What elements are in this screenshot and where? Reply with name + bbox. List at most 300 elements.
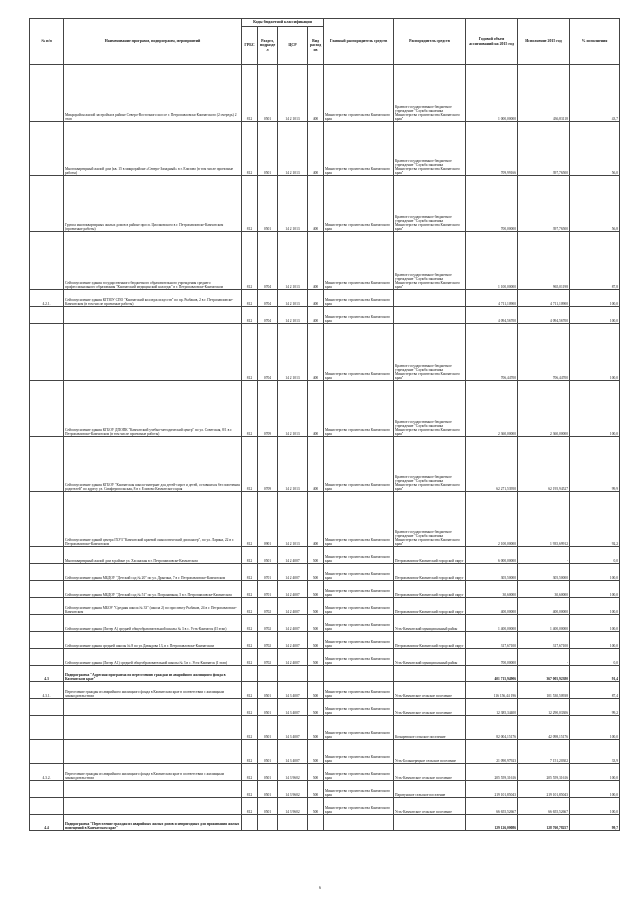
row-execution: 305,50000 (518, 564, 570, 581)
row-section: 0704 (258, 307, 278, 324)
row-csr: 14 2 4007 (278, 564, 308, 581)
row-manager: Усть-Камчатский муниципальный район (394, 649, 466, 666)
row-percent: 100,0 (570, 598, 620, 615)
table-row (30, 682, 620, 699)
row-grbs: 812 (242, 598, 258, 615)
row-expense-type: 500 (308, 547, 324, 564)
row-number (30, 176, 64, 232)
row-plan: 1 100,00000 (466, 232, 518, 290)
row-csr: 14 2 4007 (278, 547, 308, 564)
row-section: 0501 (258, 798, 278, 815)
header-num: № п/п (30, 19, 64, 65)
row-manager: Петропавловск-Камчатский городской округ (394, 564, 466, 581)
row-csr: 14 2 1013 (278, 307, 308, 324)
row-name: Переселение граждан из аварийного жилищного фонда в Камчатском крае в соответствии с жилищным законодательством (64, 764, 242, 781)
row-plan: 2 100,00000 (466, 492, 518, 547)
row-csr: 14 3 9602 (278, 764, 308, 781)
table-row (30, 564, 620, 581)
row-execution: - (518, 547, 570, 564)
row-csr: 14 2 4007 (278, 615, 308, 632)
row-section: 0701 (258, 564, 278, 581)
row-number (30, 740, 64, 764)
row-name: Сейсмоусиление здания МБДОУ "Детский сад № 20" по ул. Дрыгина, 7 в г. Петропавловске-Камчатском (64, 564, 242, 581)
row-number (30, 437, 64, 492)
row-name: Группа многоквартирных жилых домов в районе просп. Циолковского в г. Петропавловске-Камчатском (проектные работы) (64, 176, 242, 232)
row-name: Микрорайон жилой застройки в районе Северо-Восточного шоссе г. Петропавловска-Камчатского (2 очередь) 2 этап (64, 65, 242, 122)
row-csr (278, 666, 308, 682)
row-execution: 397,76500 (518, 122, 570, 176)
row-execution: 1 400,00000 (518, 615, 570, 632)
table-row (30, 176, 620, 232)
row-execution: 4 711,10900 (518, 290, 570, 307)
row-percent: 100,0 (570, 290, 620, 307)
row-name (64, 781, 242, 798)
row-csr: 14 3 4007 (278, 716, 308, 740)
row-expense-type: 500 (308, 764, 324, 781)
row-main-manager: Министерство строительства Камчатского края (324, 764, 394, 781)
row-percent: 56,8 (570, 176, 620, 232)
row-plan: 4 711,10900 (466, 290, 518, 307)
row-manager: Краевое государственное бюджетное учреждение "Служба заказчика Министерства строительства Камчатского края" (394, 381, 466, 437)
row-grbs: 812 (242, 615, 258, 632)
row-plan: 709,99166 (466, 122, 518, 176)
row-csr: 14 2 4007 (278, 581, 308, 598)
row-execution: 4 094,56700 (518, 307, 570, 324)
row-grbs: 812 (242, 290, 258, 307)
row-expense-type: 500 (308, 781, 324, 798)
row-csr: 14 2 4007 (278, 632, 308, 649)
row-execution: 205 559,31616 (518, 764, 570, 781)
header-name: Наименование программ, подпрограмм, мероприятий (64, 19, 242, 65)
row-execution: 7 151,20302 (518, 740, 570, 764)
header-manager: Распорядитель средств (394, 19, 466, 65)
row-section: 0702 (258, 632, 278, 649)
row-expense-type: 500 (308, 699, 324, 716)
row-main-manager (324, 815, 394, 831)
row-expense-type: 400 (308, 122, 324, 176)
header-csr: ЦСР (278, 27, 308, 65)
row-manager: Козыревское сельское поселение (394, 716, 466, 740)
row-expense-type: 400 (308, 232, 324, 290)
row-main-manager: Министерство строительства Камчатского края (324, 632, 394, 649)
row-grbs: 812 (242, 122, 258, 176)
row-plan: 305,50000 (466, 564, 518, 581)
row-execution: 965,01198 (518, 232, 570, 290)
row-name: Сейсмоусиление здания КГБОУ "Камчатская школа-интернат для детей-сирот и детей, оставшихся без попечения родителей" по адресу ул. Симферопольская, 8 в г. Елизово Камчатского края (64, 437, 242, 492)
row-expense-type: 400 (308, 307, 324, 324)
row-grbs (242, 666, 258, 682)
row-main-manager: Министерство строительства Камчатского края (324, 615, 394, 632)
row-percent: 87,4 (570, 682, 620, 699)
row-main-manager: Министерство строительства Камчатского края (324, 232, 394, 290)
row-name: Сейсмоусиление здания (Литер А) средней общеобразовательной школы № 3 в с. Усть-Камчатск (II этап) (64, 615, 242, 632)
row-number (30, 581, 64, 598)
row-grbs: 812 (242, 699, 258, 716)
row-execution: 706,44700 (518, 324, 570, 381)
row-grbs: 812 (242, 176, 258, 232)
row-main-manager: Министерство строительства Камчатского края (324, 324, 394, 381)
row-plan: 219 101,85043 (466, 781, 518, 798)
row-plan: 21 090,97923 (466, 740, 518, 764)
row-csr (278, 815, 308, 831)
row-expense-type: 500 (308, 581, 324, 598)
row-number: 4.3 (30, 666, 64, 682)
row-section: 0704 (258, 290, 278, 307)
table-body (30, 65, 620, 831)
row-execution: 12 290,03306 (518, 699, 570, 716)
header-expense-type: Вид расходов (308, 27, 324, 65)
row-execution: 2 360,00000 (518, 381, 570, 437)
row-name: Сейсмоусиление здания КГПОУ СПО "Камчатский колледж искусств" по пр. Рыбаков, 2 в г. Петропавловске-Камчатском (в том числе проектные работы) (64, 290, 242, 307)
row-section: 0702 (258, 598, 278, 615)
row-main-manager: Министерство строительства Камчатского края (324, 547, 394, 564)
row-section (258, 666, 278, 682)
row-expense-type: 400 (308, 381, 324, 437)
row-grbs: 812 (242, 492, 258, 547)
row-plan: 401 715,94906 (466, 666, 518, 682)
row-grbs: 812 (242, 581, 258, 598)
page-number: 6 (319, 885, 321, 890)
row-expense-type: 500 (308, 682, 324, 699)
row-section: 0501 (258, 699, 278, 716)
row-plan: 2 360,00000 (466, 381, 518, 437)
row-csr: 14 2 4007 (278, 598, 308, 615)
table-row (30, 547, 620, 564)
row-name: Сейсмоусиление здания средней школы № 8 по ул.Давыдова 13, в г. Петропавловске-Камчатском (64, 632, 242, 649)
row-csr: 14 3 4007 (278, 699, 308, 716)
row-section: 0704 (258, 232, 278, 290)
row-name: Подпрограмма "Переселение граждан из аварийных жилых домов и непригодных для проживания жилых помещений в Камчатском крае" (64, 815, 242, 831)
row-manager (394, 290, 466, 307)
row-section: 0702 (258, 649, 278, 666)
row-section: 0901 (258, 492, 278, 547)
row-manager: Усть-Большерецкое сельское поселение (394, 740, 466, 764)
row-plan: 129 126,00086 (466, 815, 518, 831)
row-percent: 100,0 (570, 615, 620, 632)
row-execution: 317,67100 (518, 632, 570, 649)
row-name: Сейсмоусиление здания МБОУ "Средняя школа № 33" (школа 2) по проспекту Рыбаков, 24 в г. Петропавловске-Камчатском (64, 598, 242, 615)
row-number (30, 307, 64, 324)
row-plan: 1 400,00000 (466, 615, 518, 632)
row-manager: Усть-Камчатский муниципальный район (394, 615, 466, 632)
row-manager: Краевое государственное бюджетное учреждение "Служба заказчика Министерства строительства Камчатского края" (394, 324, 466, 381)
row-execution: 400,00000 (518, 598, 570, 615)
row-section: 0501 (258, 764, 278, 781)
row-execution: 128 760,78257 (518, 815, 570, 831)
row-plan: 317,67100 (466, 632, 518, 649)
row-plan: 116 156,44 196 (466, 682, 518, 699)
row-percent: 100,0 (570, 381, 620, 437)
table-row (30, 122, 620, 176)
table-row (30, 815, 620, 831)
row-grbs: 812 (242, 307, 258, 324)
row-main-manager: Министерство строительства Камчатского края (324, 598, 394, 615)
row-name: Переселение граждан из аварийного жилищного фонда в Камчатском крае в соответствии с жилищным законодательством (64, 682, 242, 699)
row-percent: 100,0 (570, 716, 620, 740)
row-execution: 397,76500 (518, 176, 570, 232)
row-manager: Краевое государственное бюджетное учреждение "Служба заказчика Министерства строительства Камчатского края" (394, 232, 466, 290)
table-row (30, 798, 620, 815)
row-percent: 100,0 (570, 781, 620, 798)
row-percent: 56,0 (570, 122, 620, 176)
row-name (64, 699, 242, 716)
row-plan: 82 004,15176 (466, 716, 518, 740)
row-percent: 99,2 (570, 699, 620, 716)
row-name (64, 716, 242, 740)
row-csr: 14 2 1013 (278, 232, 308, 290)
row-number (30, 632, 64, 649)
row-execution: 367 005,92380 (518, 666, 570, 682)
row-plan: 4 094,56700 (466, 307, 518, 324)
row-number (30, 598, 64, 615)
row-main-manager: Министерство строительства Камчатского края (324, 682, 394, 699)
row-expense-type: 500 (308, 740, 324, 764)
row-csr: 14 2 1013 (278, 122, 308, 176)
row-percent: 100,0 (570, 564, 620, 581)
row-main-manager: Министерство строительства Камчатского края (324, 781, 394, 798)
row-manager: Паратунское сельское поселение (394, 781, 466, 798)
row-plan: 400,00000 (466, 598, 518, 615)
row-csr: 14 3 9602 (278, 781, 308, 798)
row-csr: 14 3 4007 (278, 682, 308, 699)
report-table-container (29, 18, 619, 831)
row-grbs: 812 (242, 547, 258, 564)
table-row (30, 324, 620, 381)
row-plan: 66 655,52667 (466, 798, 518, 815)
row-number (30, 381, 64, 437)
row-expense-type: 500 (308, 798, 324, 815)
row-execution: - (518, 649, 570, 666)
row-grbs: 812 (242, 324, 258, 381)
row-number: 4.4 (30, 815, 64, 831)
row-execution: 66 655,52667 (518, 798, 570, 815)
row-percent: 99,9 (570, 437, 620, 492)
row-expense-type: 500 (308, 716, 324, 740)
header-codes-group: Коды бюджетной классификации (242, 19, 324, 27)
row-expense-type: 400 (308, 176, 324, 232)
row-expense-type (308, 666, 324, 682)
row-section: 0501 (258, 781, 278, 798)
row-name: Сейсмоусиление здания КГБОУ ДПОПК "Камчатский учебно-методический центр" по ул. Советская, 8/1 в г. Петропавловске-Камчатском (в том числе проектные работы) (64, 381, 242, 437)
header-grbs: ГРБС (242, 27, 258, 65)
row-main-manager: Министерство строительства Камчатского края (324, 649, 394, 666)
row-number (30, 324, 64, 381)
table-row (30, 290, 620, 307)
row-csr: 14 3 4007 (278, 740, 308, 764)
row-grbs: 812 (242, 232, 258, 290)
row-execution: 219 101,85043 (518, 781, 570, 798)
row-execution: 101 530,50938 (518, 682, 570, 699)
row-manager: Усть-Камчатское сельское поселение (394, 682, 466, 699)
row-percent: 0,0 (570, 547, 620, 564)
row-csr: 14 2 4007 (278, 649, 308, 666)
row-expense-type: 400 (308, 437, 324, 492)
row-execution: 1 935,69912 (518, 492, 570, 547)
row-number (30, 615, 64, 632)
row-manager: Краевое государственное бюджетное учреждение "Служба заказчика Министерства строительства Камчатского края" (394, 176, 466, 232)
row-section: 0501 (258, 740, 278, 764)
row-percent: 100,0 (570, 764, 620, 781)
row-grbs: 812 (242, 632, 258, 649)
row-grbs: 812 (242, 649, 258, 666)
row-manager: Усть-Камчатское сельское поселение (394, 798, 466, 815)
row-number (30, 122, 64, 176)
table-row (30, 307, 620, 324)
row-csr: 14 2 1013 (278, 437, 308, 492)
row-percent: 0,0 (570, 649, 620, 666)
row-number (30, 649, 64, 666)
row-grbs: 812 (242, 65, 258, 122)
row-section: 0501 (258, 547, 278, 564)
row-expense-type (308, 815, 324, 831)
header-plan: Годовой объем ассигнований на 2015 год (466, 19, 518, 65)
row-name: Сейсмоусиление здания государственного бюджетного образовательного учреждения среднего профессионального образования "Камчатский медицинский колледж" в г. Петропавловске-Камчатском (64, 232, 242, 290)
row-section: 0709 (258, 437, 278, 492)
row-grbs: 812 (242, 781, 258, 798)
row-csr: 14 2 1013 (278, 65, 308, 122)
row-percent: 91,4 (570, 666, 620, 682)
row-section (258, 815, 278, 831)
table-row (30, 65, 620, 122)
table-row (30, 581, 620, 598)
row-manager (394, 307, 466, 324)
row-expense-type: 500 (308, 649, 324, 666)
table-header (30, 19, 620, 65)
row-number (30, 798, 64, 815)
table-row (30, 492, 620, 547)
row-manager: Петропавловск-Камчатский городской округ (394, 547, 466, 564)
row-main-manager: Министерство строительства Камчатского края (324, 492, 394, 547)
row-grbs: 812 (242, 381, 258, 437)
header-execution: Исполнение 2015 год (518, 19, 570, 65)
row-number (30, 564, 64, 581)
row-manager: Краевое государственное бюджетное учреждение "Служба заказчика Министерства строительства Камчатского края" (394, 437, 466, 492)
row-section: 0501 (258, 176, 278, 232)
row-main-manager: Министерство строительства Камчатского края (324, 437, 394, 492)
row-number (30, 716, 64, 740)
table-row (30, 598, 620, 615)
row-manager: Краевое государственное бюджетное учреждение "Служба заказчика Министерства строительства Камчатского края" (394, 65, 466, 122)
row-grbs (242, 815, 258, 831)
row-expense-type: 500 (308, 564, 324, 581)
row-percent: 87,8 (570, 232, 620, 290)
budget-execution-table (29, 18, 620, 831)
row-number: 4.2.1. (30, 290, 64, 307)
row-expense-type: 500 (308, 615, 324, 632)
row-number: 4.3.1. (30, 682, 64, 699)
row-manager: Краевое государственное бюджетное учреждение "Служба заказчика Министерства строительства Камчатского края" (394, 122, 466, 176)
row-percent: 100,0 (570, 307, 620, 324)
row-main-manager (324, 666, 394, 682)
row-grbs: 812 (242, 716, 258, 740)
row-section: 0501 (258, 682, 278, 699)
row-plan: 700,00000 (466, 649, 518, 666)
table-row (30, 649, 620, 666)
row-number (30, 781, 64, 798)
row-manager: Краевое государственное бюджетное учреждение "Служба заказчика Министерства строительства Камчатского края" (394, 492, 466, 547)
row-plan: 30,60000 (466, 581, 518, 598)
table-row (30, 381, 620, 437)
table-row (30, 781, 620, 798)
row-section: 0704 (258, 324, 278, 381)
row-execution: 436,83118 (518, 65, 570, 122)
row-expense-type: 400 (308, 65, 324, 122)
row-grbs: 812 (242, 764, 258, 781)
row-main-manager: Министерство строительства Камчатского края (324, 699, 394, 716)
row-csr: 14 3 9602 (278, 798, 308, 815)
row-plan: 706,44700 (466, 324, 518, 381)
row-plan: 12 385,34400 (466, 699, 518, 716)
row-execution: 30,60000 (518, 581, 570, 598)
row-manager: Усть-Камчатское сельское поселение (394, 699, 466, 716)
row-execution: 62 195,94527 (518, 437, 570, 492)
row-percent: 33,9 (570, 740, 620, 764)
header-section: Раздел, подраздел (258, 27, 278, 65)
row-csr: 14 2 1013 (278, 176, 308, 232)
row-section: 0702 (258, 615, 278, 632)
table-row (30, 437, 620, 492)
row-number (30, 547, 64, 564)
row-main-manager: Министерство строительства Камчатского края (324, 716, 394, 740)
row-percent: 100,0 (570, 632, 620, 649)
row-plan: 62 271,53950 (466, 437, 518, 492)
row-name (64, 307, 242, 324)
row-main-manager: Министерство строительства Камчатского края (324, 564, 394, 581)
row-main-manager: Министерство строительства Камчатского края (324, 122, 394, 176)
row-manager (394, 666, 466, 682)
row-name (64, 740, 242, 764)
row-main-manager: Министерство строительства Камчатского края (324, 65, 394, 122)
row-main-manager: Министерство строительства Камчатского края (324, 290, 394, 307)
row-expense-type: 400 (308, 492, 324, 547)
row-manager: Усть-Камчатское сельское поселение (394, 764, 466, 781)
row-csr: 14 2 1013 (278, 324, 308, 381)
row-section: 0501 (258, 122, 278, 176)
row-csr: 14 2 1013 (278, 492, 308, 547)
table-row (30, 740, 620, 764)
row-main-manager: Министерство строительства Камчатского края (324, 381, 394, 437)
row-percent: 43,7 (570, 65, 620, 122)
row-execution: 42 098,15176 (518, 716, 570, 740)
table-row (30, 632, 620, 649)
row-expense-type: 500 (308, 598, 324, 615)
row-grbs: 812 (242, 682, 258, 699)
table-row (30, 666, 620, 682)
table-row (30, 615, 620, 632)
row-main-manager: Министерство строительства Камчатского края (324, 740, 394, 764)
row-manager: Петропавловск-Камчатский городской округ (394, 632, 466, 649)
row-percent: 100,0 (570, 798, 620, 815)
row-name: Сейсмоусиление здания (Литер А1) средней общеобразовательной школы № 3 в с. Усть-Камчатск (I этап) (64, 649, 242, 666)
row-plan: 6 000,00000 (466, 547, 518, 564)
row-main-manager: Министерство строительства Камчатского края (324, 798, 394, 815)
row-number (30, 492, 64, 547)
header-main-manager: Главный распорядитель средств (324, 19, 394, 65)
row-main-manager: Министерство строительства Камчатского края (324, 307, 394, 324)
row-percent: 100,0 (570, 581, 620, 598)
row-expense-type: 500 (308, 632, 324, 649)
row-plan: 205 559,31616 (466, 764, 518, 781)
row-number: 4.3.2. (30, 764, 64, 781)
row-grbs: 812 (242, 798, 258, 815)
row-plan: 700,00000 (466, 176, 518, 232)
row-number (30, 232, 64, 290)
row-name: Многоквартирный жилой дом в районе ул. Хасанская в г. Петропавловске-Камчатском (64, 547, 242, 564)
row-name: Многоквартирный жилой дом (кв. 15 в микрорайоне «Северо-Западный» в г. Елизово (в том числе проектные работы) (64, 122, 242, 176)
row-number (30, 65, 64, 122)
row-number (30, 699, 64, 716)
row-main-manager: Министерство строительства Камчатского края (324, 176, 394, 232)
